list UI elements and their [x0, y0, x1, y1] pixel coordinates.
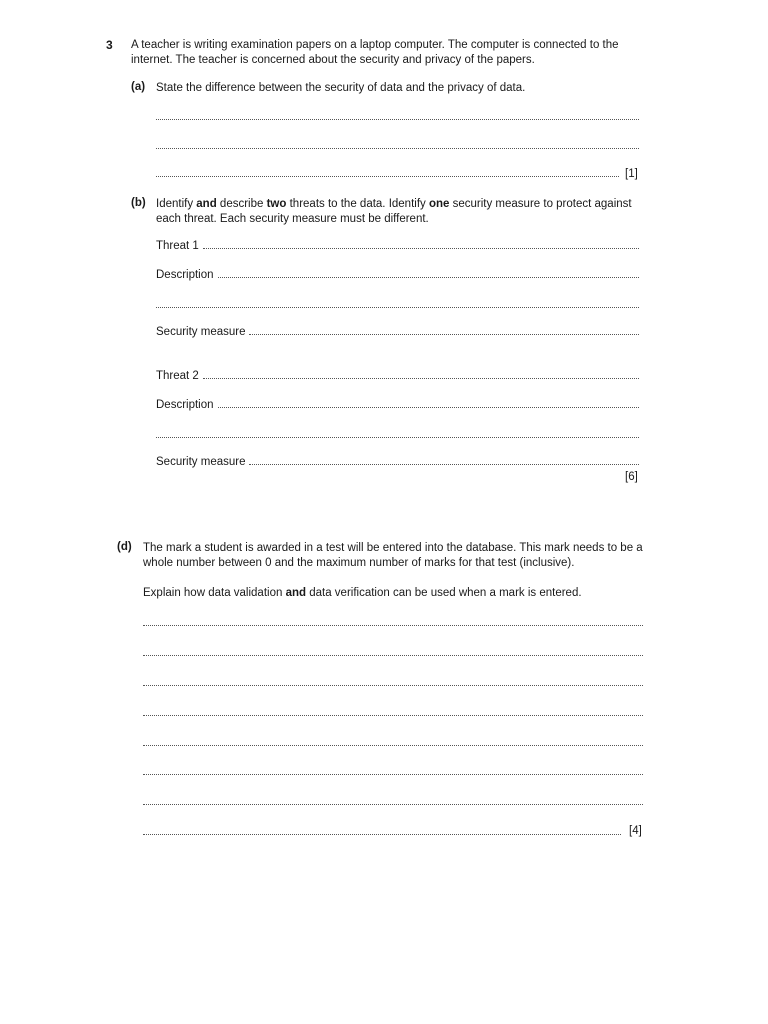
answer-line[interactable] [218, 407, 639, 408]
answer-line[interactable] [156, 176, 619, 177]
part-d-instruction [143, 586, 648, 601]
part-d-label: (d) [117, 541, 132, 553]
part-b-bold-1: and [196, 198, 217, 210]
answer-line[interactable] [143, 715, 643, 716]
answer-line[interactable] [203, 378, 639, 379]
answer-line[interactable] [249, 464, 639, 465]
part-b-marks: [6] [625, 471, 638, 483]
part-b-text-2: describe [216, 198, 267, 210]
answer-line[interactable] [143, 655, 643, 656]
part-b-text-4: security measure to protect against each threat. Each security measure must be different. [156, 198, 632, 225]
security-measure-1-label: Security measure [156, 326, 246, 338]
answer-line[interactable] [143, 774, 643, 775]
part-b-label: (b) [131, 197, 146, 209]
part-b-bold-2: two [266, 198, 287, 210]
security-measure-2-label: Security measure [156, 456, 246, 468]
answer-line[interactable] [143, 804, 643, 805]
question-stem: A teacher is writing examination papers on a laptop computer. The computer is connected to the internet. The teacher is concerned about the security and privacy of the papers. [131, 39, 619, 66]
part-d-text: The mark a student is awarded in a test will be entered into the database. This mark needs to be a whole number between 0 and the maximum number of marks for that test (inclusive). [143, 542, 643, 569]
answer-line[interactable] [143, 625, 643, 626]
threat-2-field[interactable] [156, 370, 639, 382]
description-1-label: Description [156, 269, 214, 281]
part-d-instruction-2: data verification can be used when a mark is entered. [306, 587, 582, 599]
threat-1-label: Threat 1 [156, 240, 199, 252]
answer-line[interactable] [156, 148, 639, 149]
question-number: 3 [106, 38, 113, 52]
threat-1-field[interactable] [156, 240, 639, 252]
part-a-text: State the difference between the security of data and the privacy of data. [156, 82, 526, 94]
answer-line[interactable] [143, 834, 621, 835]
security-measure-2-field[interactable] [156, 456, 639, 468]
part-d-instruction-bold: and [285, 587, 307, 599]
part-b-bold-3: one [428, 198, 450, 210]
answer-line[interactable] [143, 745, 643, 746]
description-2-field[interactable] [156, 399, 639, 411]
answer-line[interactable] [218, 277, 639, 278]
answer-line[interactable] [156, 119, 639, 120]
security-measure-1-field[interactable] [156, 326, 639, 338]
answer-line[interactable] [156, 307, 639, 308]
part-a-marks: [1] [625, 168, 638, 180]
part-b-text-1: Identify [156, 198, 197, 210]
answer-line[interactable] [156, 437, 639, 438]
part-b-text-3: threats to the data. Identify [286, 198, 429, 210]
part-a-label: (a) [131, 81, 146, 93]
answer-line[interactable] [249, 334, 639, 335]
description-2-label: Description [156, 399, 214, 411]
description-1-field[interactable] [156, 269, 639, 281]
threat-2-label: Threat 2 [156, 370, 199, 382]
answer-line[interactable] [143, 685, 643, 686]
part-d-marks: [4] [629, 825, 642, 837]
part-d-instruction-1: Explain how data validation [143, 587, 286, 599]
answer-line[interactable] [203, 248, 639, 249]
part-b-text [156, 197, 646, 227]
